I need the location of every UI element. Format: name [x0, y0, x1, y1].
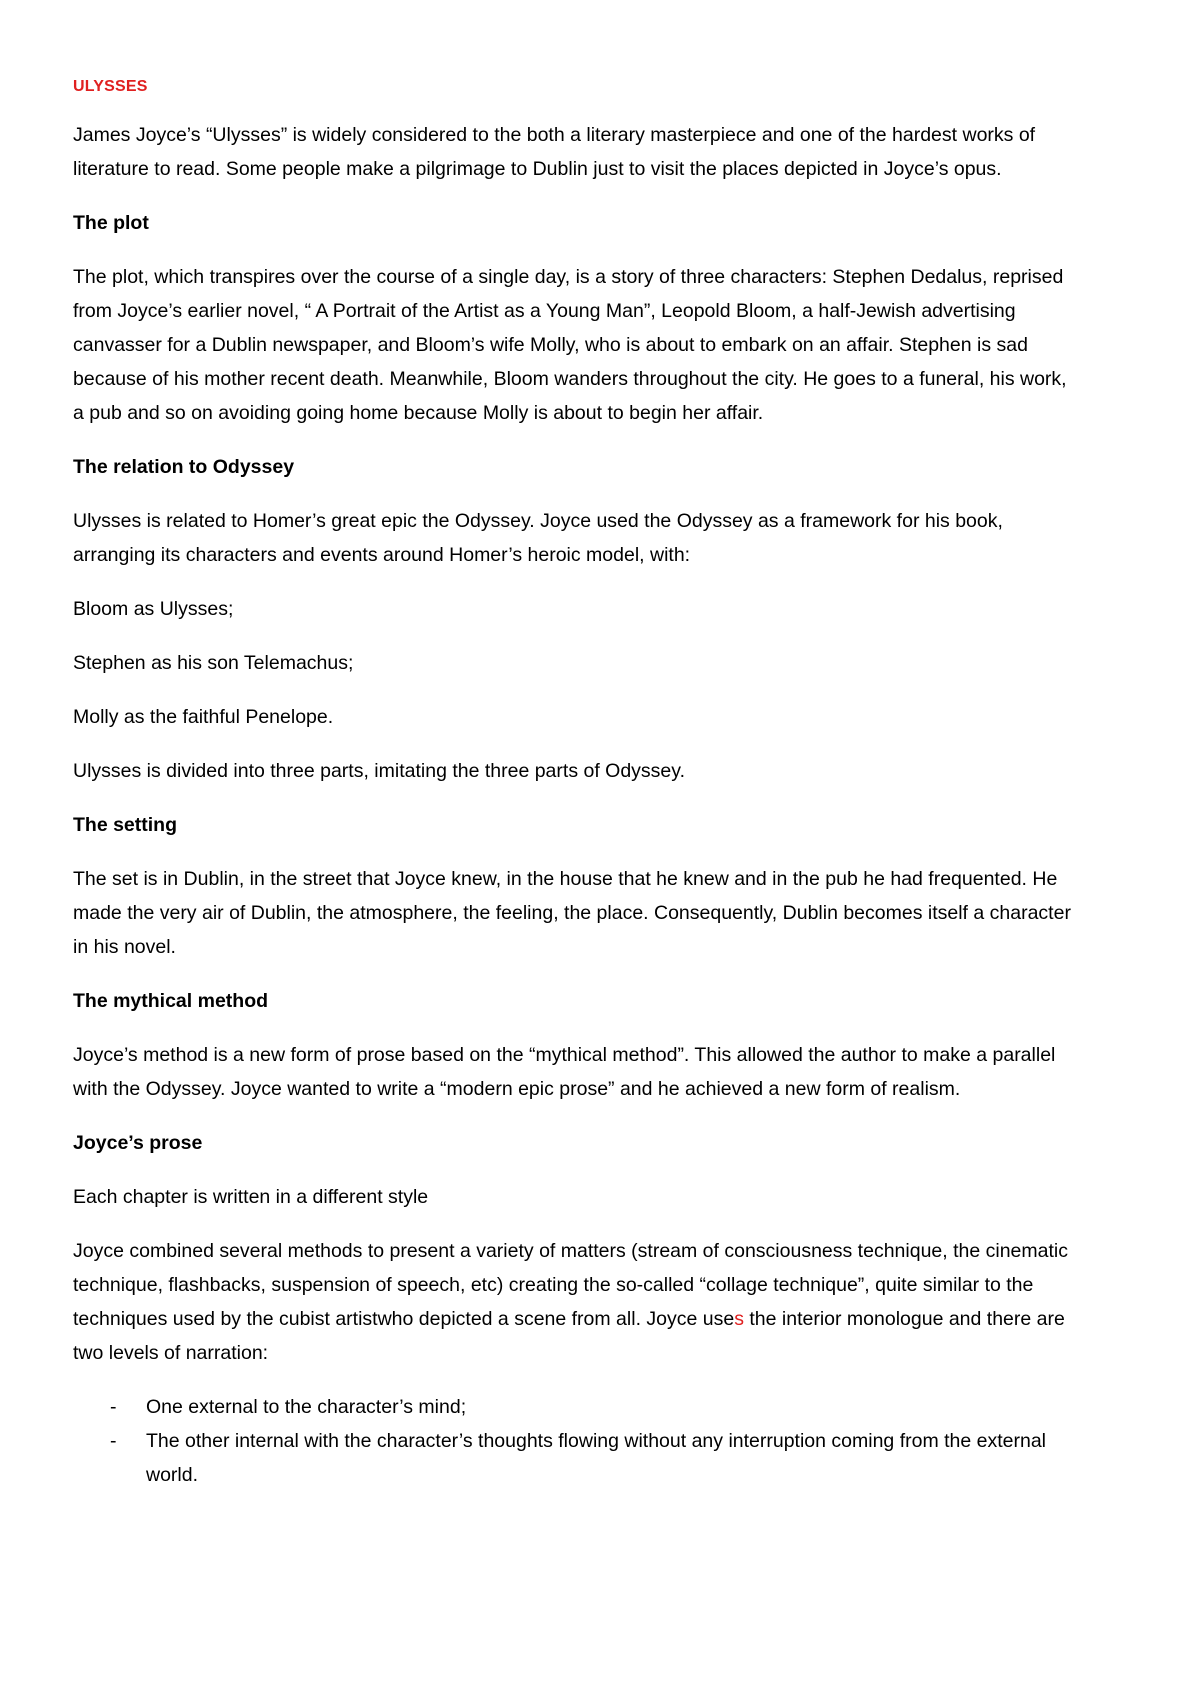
list-item-text: One external to the character’s mind;: [146, 1396, 467, 1418]
relation-line-bloom: Bloom as Ulysses;: [73, 598, 234, 620]
plot-paragraph: The plot, which transpires over the course of a single day, is a story of three characters: Stephen Dedalus, reprised from Joyce’s earlier novel, “ A Portrait of the Artist as a Young Man”, Leopold Bloom, a half-Jewish advertising canvasser for a Dublin newspaper, and Bloom’s wife Molly, who is about to embark on an affair. Stephen is sad because of his mother recent death. Meanwhile, Bloom wanders throughout the city. He goes to a funeral, his work, a pub and so on avoiding going home because Molly is about to begin her affair.: [73, 266, 1067, 424]
prose-text-red: s: [734, 1308, 744, 1330]
relation-line-stephen: Stephen as his son Telemachus;: [73, 652, 354, 674]
dash-bullet: -: [110, 1396, 117, 1418]
prose-paragraph: [73, 1234, 1080, 1370]
heading-relation: The relation to Odyssey: [73, 456, 295, 478]
document-title: ULYSSES: [73, 78, 148, 95]
relation-line-parts: Ulysses is divided into three parts, imitating the three parts of Odyssey.: [73, 760, 685, 782]
intro-paragraph: James Joyce’s “Ulysses” is widely considered to the both a literary masterpiece and one of the hardest works of literature to read. Some people make a pilgrimage to Dublin just to visit the places depicted in Joyce’s opus.: [73, 124, 1036, 180]
narration-list: [73, 1390, 1080, 1492]
mythical-method-paragraph: Joyce’s method is a new form of prose based on the “mythical method”. This allowed the author to make a parallel with the Odyssey. Joyce wanted to write a “modern epic prose” and he achieved a new form of realism.: [73, 1044, 1056, 1100]
list-item-text: The other internal with the character’s thoughts flowing without any interruption coming from the external world.: [146, 1430, 1047, 1486]
dash-bullet: -: [110, 1430, 117, 1452]
relation-paragraph: Ulysses is related to Homer’s great epic the Odyssey. Joyce used the Odyssey as a framework for his book, arranging its characters and events around Homer’s heroic model, with:: [73, 510, 1003, 566]
prose-text-after: the interior monologue and there are two levels of narration:: [73, 1308, 1065, 1364]
prose-text-before: Joyce combined several methods to present a variety of matters (stream of consciousness technique, the cinematic technique, flashbacks, suspension of speech, etc) creating the so-called “collage technique”, quite similar to the techniques used by the cubist artistwho depicted a scene from all. Joyce use: [73, 1240, 1068, 1330]
list-item: [73, 1390, 1080, 1424]
setting-paragraph: The set is in Dublin, in the street that Joyce knew, in the house that he knew and in the pub he had frequented. He made the very air of Dublin, the atmosphere, the feeling, the place. Consequently, Dublin becomes itself a character in his novel.: [73, 868, 1071, 958]
list-item: [73, 1424, 1080, 1492]
heading-joyces-prose: Joyce’s prose: [73, 1132, 203, 1154]
relation-line-molly: Molly as the faithful Penelope.: [73, 706, 334, 728]
heading-mythical-method: The mythical method: [73, 990, 269, 1012]
prose-line-style: Each chapter is written in a different style: [73, 1186, 429, 1208]
heading-setting: The setting: [73, 814, 178, 836]
heading-plot: The plot: [73, 212, 149, 234]
